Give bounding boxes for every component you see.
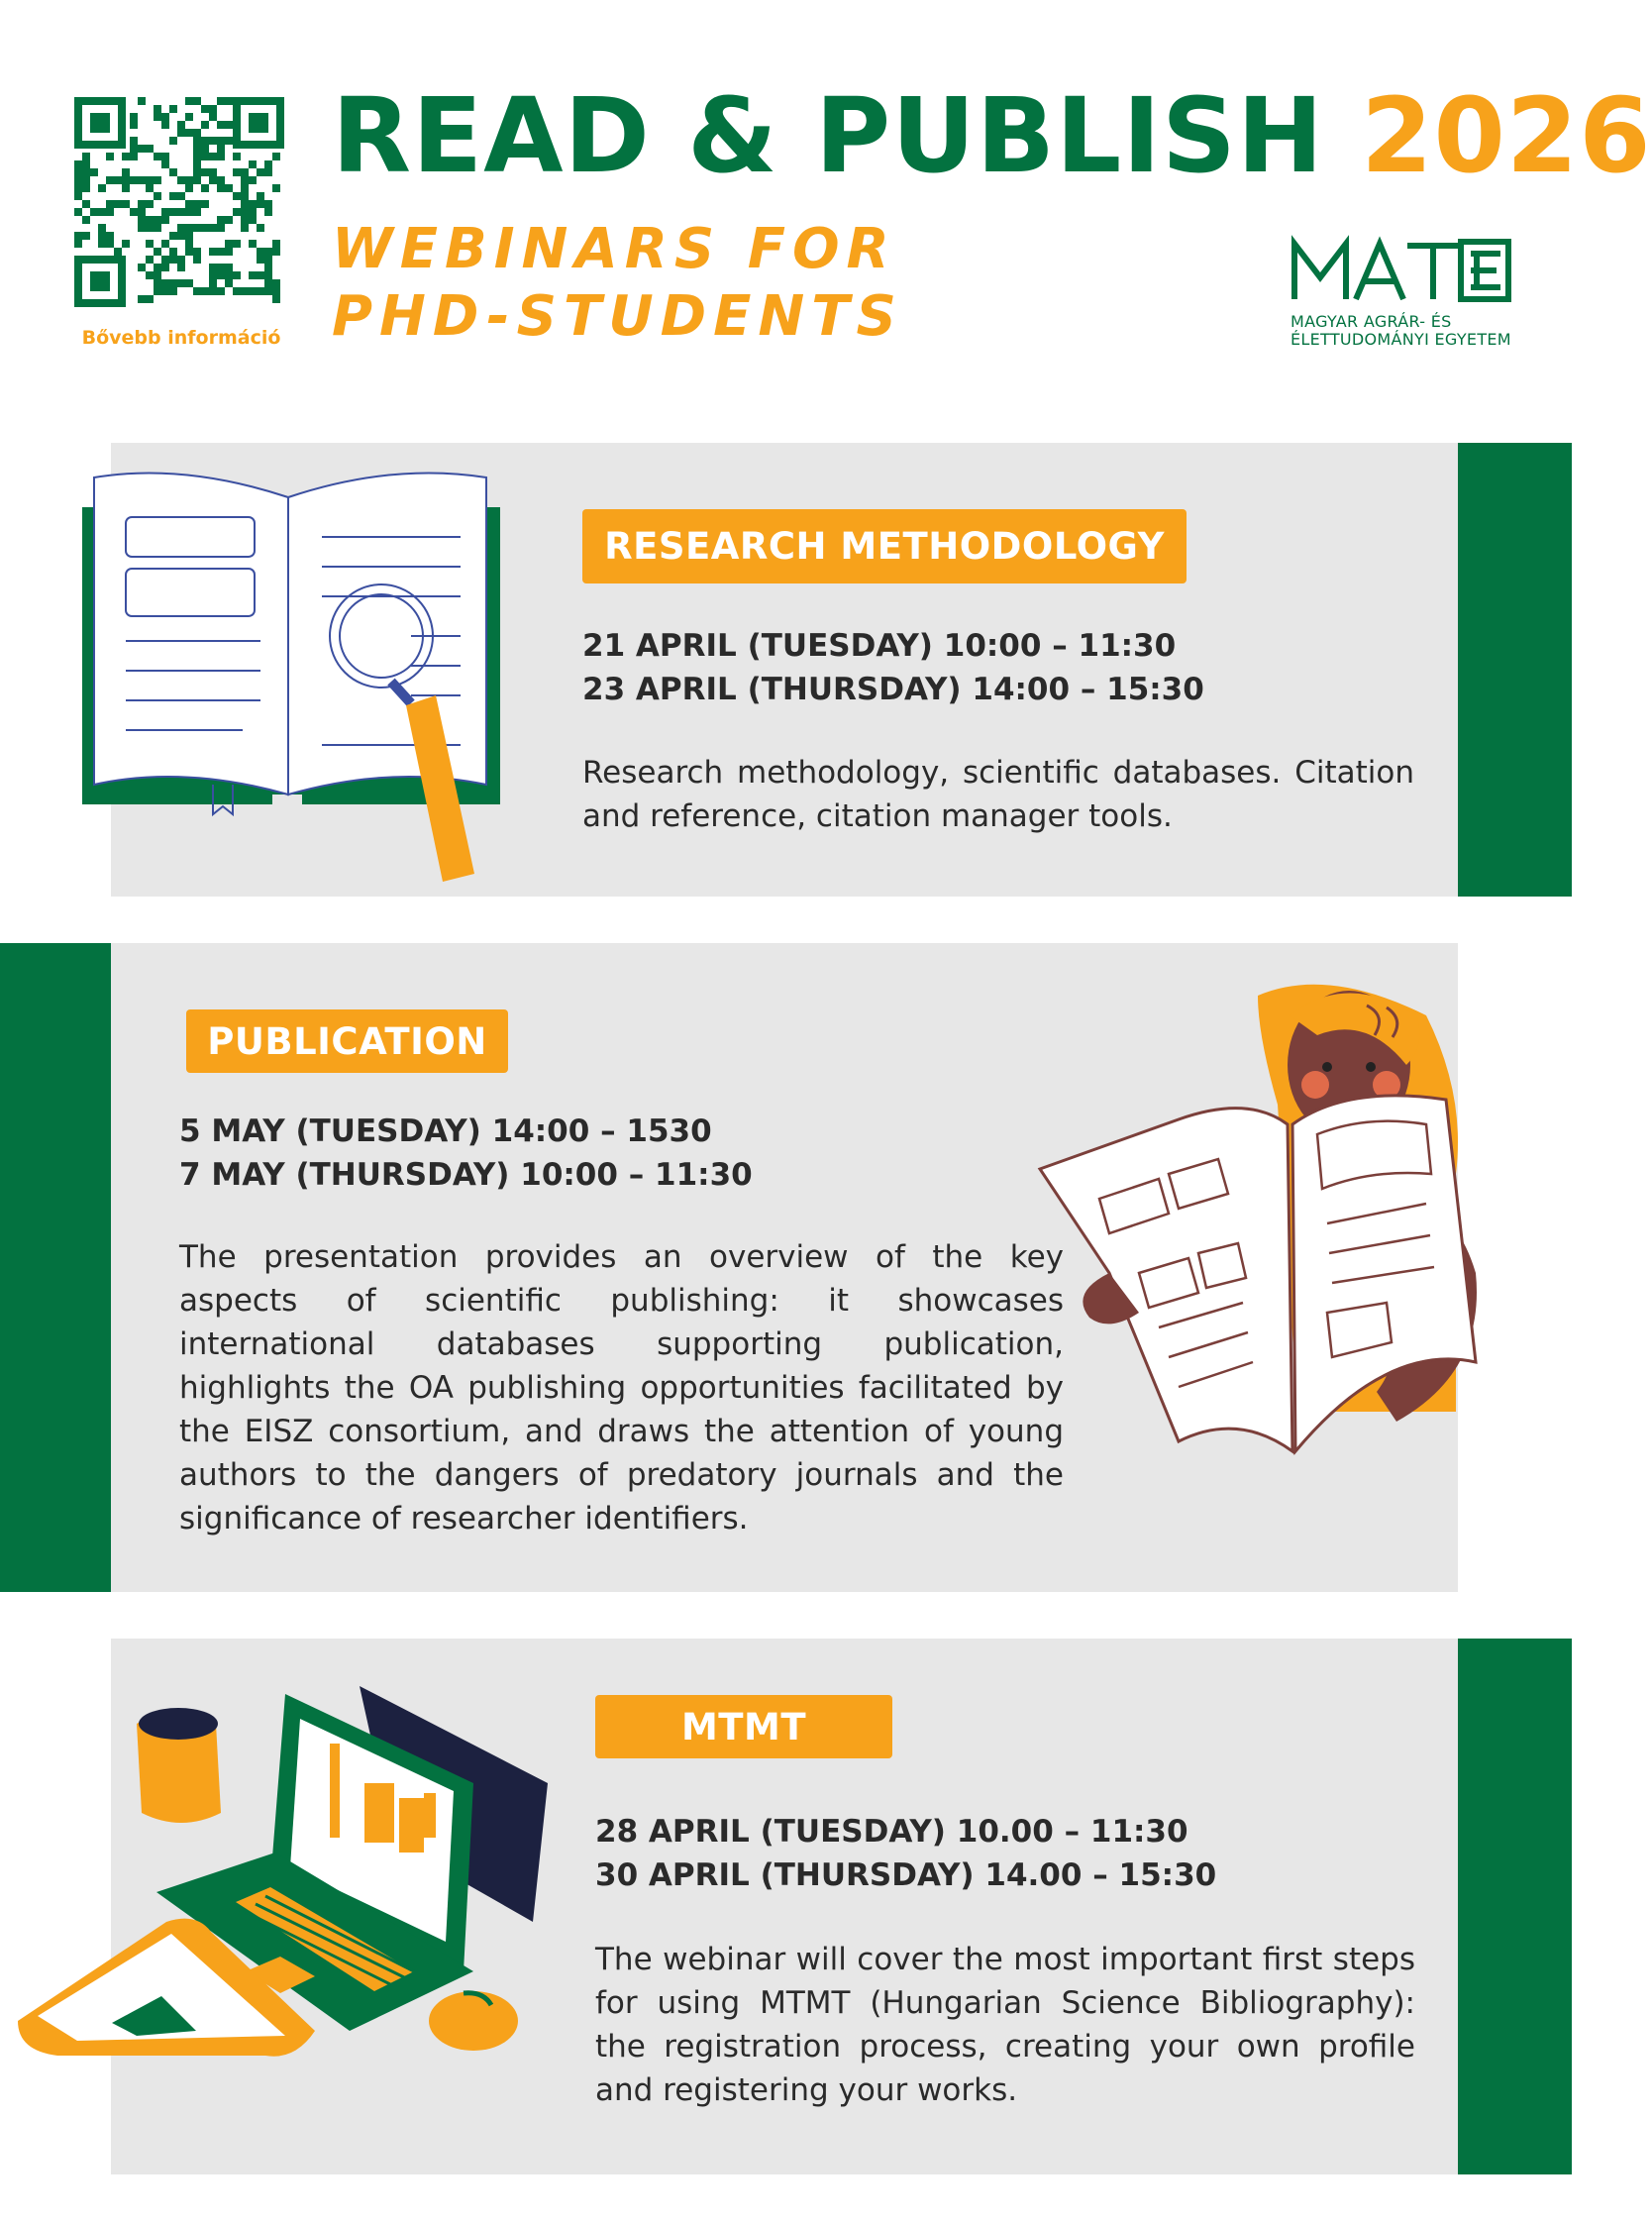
qr-code[interactable] bbox=[74, 97, 284, 307]
logo-caption: MAGYAR AGRÁR- ÉS ÉLETTUDOMÁNYI EGYETEM bbox=[1291, 312, 1511, 349]
publication-dates bbox=[179, 1110, 1071, 1197]
tag-research-methodology: RESEARCH METHODOLOGY bbox=[582, 509, 1187, 583]
publication-date-1: 5 MAY (TUESDAY) 14:00 – 1530 bbox=[179, 1113, 712, 1149]
mtmt-dates bbox=[595, 1810, 1427, 1897]
mtmt-date-2: 30 APRIL (THURSDAY) 14.00 – 15:30 bbox=[595, 1857, 1217, 1893]
laptop-desk-illustration bbox=[18, 1674, 553, 2090]
reading-person-illustration bbox=[1030, 976, 1505, 1471]
subtitle-line-2: PHD-STUDENTS bbox=[332, 284, 903, 349]
publication-description: The presentation provides an overview of the key aspects of scientific publishing: it showcases international databases supporting publication, highlights the OA publishing opportunities facilitated by the EISZ consortium, and draws the attention of young authors to the dangers of predatory journals and the significance of researcher identifiers. bbox=[179, 1239, 1064, 1536]
section-research-bar bbox=[1458, 443, 1572, 897]
qr-caption: Bővebb információ bbox=[81, 327, 281, 349]
research-date-1: 21 APRIL (TUESDAY) 10:00 – 11:30 bbox=[582, 628, 1177, 664]
open-book-illustration bbox=[74, 458, 510, 884]
mate-logo-mark bbox=[1291, 238, 1512, 303]
tag-mtmt: MTMT bbox=[595, 1695, 892, 1758]
title-main: READ & PUBLISH bbox=[332, 75, 1324, 196]
page-title bbox=[332, 75, 1652, 196]
research-date-2: 23 APRIL (THURSDAY) 14:00 – 15:30 bbox=[582, 672, 1204, 707]
mate-logo bbox=[1291, 238, 1518, 349]
tag-publication: PUBLICATION bbox=[186, 1009, 508, 1073]
mtmt-description: The webinar will cover the most important first steps for using MTMT (Hungarian Science Bibliography): the registration process, creating your own profile and registering your works. bbox=[595, 1942, 1415, 2108]
mtmt-date-1: 28 APRIL (TUESDAY) 10.00 – 11:30 bbox=[595, 1814, 1188, 1850]
research-dates bbox=[582, 624, 1414, 711]
section-publication-bar bbox=[0, 943, 111, 1592]
publication-date-2: 7 MAY (THURSDAY) 10:00 – 11:30 bbox=[179, 1157, 753, 1193]
title-year: 2026 bbox=[1361, 75, 1652, 196]
subtitle-line-1: WEBINARS FOR bbox=[332, 217, 896, 281]
section-mtmt-bar bbox=[1458, 1639, 1572, 2174]
research-description: Research methodology, scientific databases. Citation and reference, citation manager tools. bbox=[582, 755, 1414, 834]
page-subtitle bbox=[332, 216, 903, 351]
